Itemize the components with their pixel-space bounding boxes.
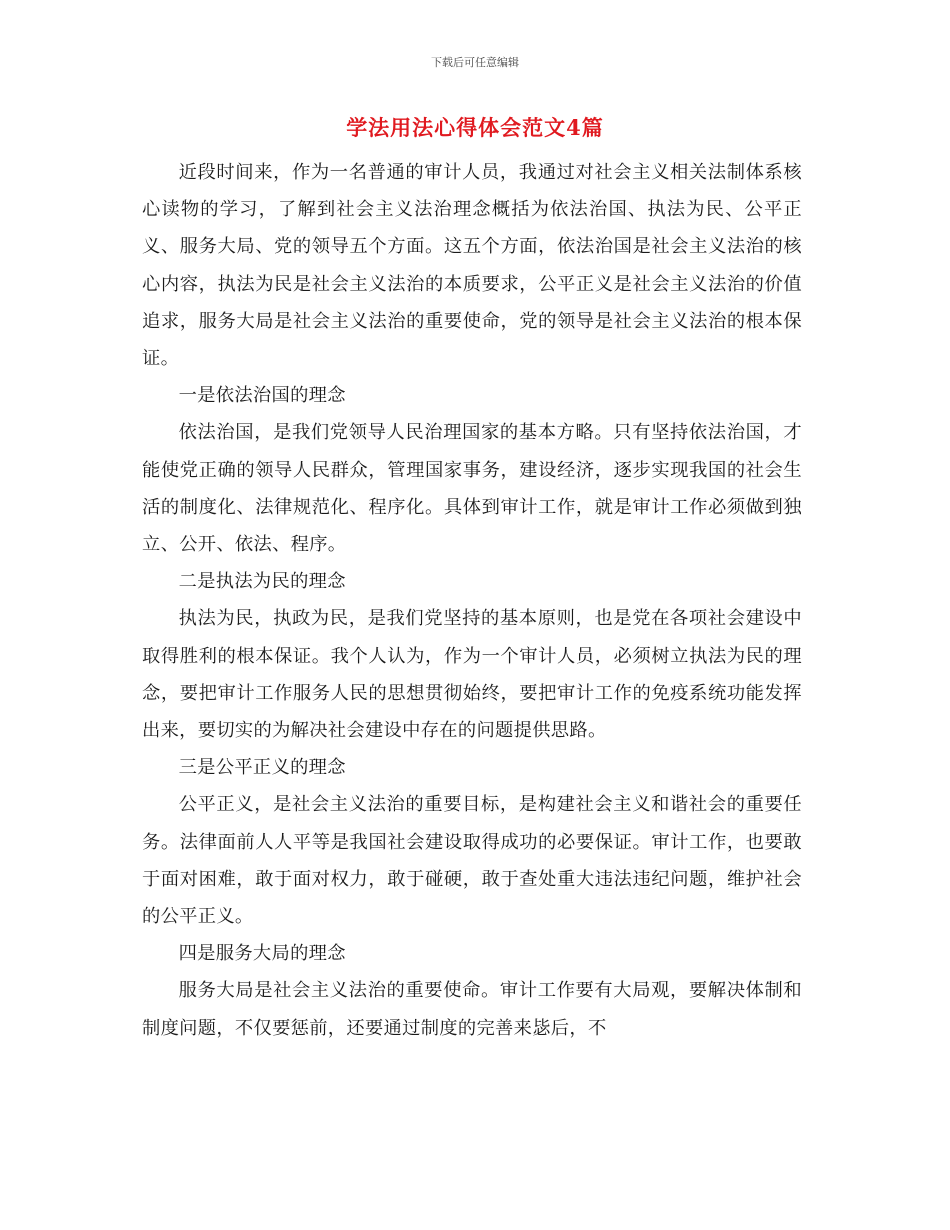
section-heading-2: 二是执法为民的理念 <box>178 571 346 593</box>
paragraph-2: 执法为民，执政为民，是我们党坚持的基本原则，也是党在各项社会建设中取得胜利的根本保证。我个人认为，作为一个审计人员，必须树立执法为民的理念，要把审计工作服务人民的思想贯彻始终，要把审计工作的免疫系统功能发挥出来，要切实的为解决社会建设中存在的问题提供思路。 <box>142 608 802 742</box>
paragraph-3: 公平正义，是社会主义法治的重要目标，是构建社会主义和谐社会的重要任务。法律面前人人平等是我国社会建设取得成功的必要保证。审计工作，也要敢于面对困难，敢于面对权力，敢于碰硬，敢于查处重大违法违纪问题，维护社会的公平正义。 <box>142 794 802 928</box>
paragraph-1: 依法治国，是我们党领导人民治理国家的基本方略。只有坚持依法治国，才能使党正确的领导人民群众，管理国家事务，建设经济，逐步实现我国的社会生活的制度化、法律规范化、程序化。具体到审计工作，就是审计工作必须做到独立、公开、依法、程序。 <box>142 422 802 556</box>
section-heading-4: 四是服务大局的理念 <box>178 943 346 965</box>
header-note: 下载后可任意编辑 <box>431 56 519 69</box>
document-body <box>142 154 802 1047</box>
section-heading-3: 三是公平正义的理念 <box>178 757 346 779</box>
paragraph-4: 服务大局是社会主义法治的重要使命。审计工作要有大局观，要解决体制和制度问题，不仅要惩前，还要通过制度的完善来毖后，不 <box>142 980 802 1039</box>
paragraph-intro: 近段时间来，作为一名普通的审计人员，我通过对社会主义相关法制体系核心读物的学习，了解到社会主义法治理念概括为依法治国、执法为民、公平正义、服务大局、党的领导五个方面。这五个方面，依法治国是社会主义法治的核心内容，执法为民是社会主义法治的本质要求，公平正义是社会主义法治的价值追求，服务大局是社会主义法治的重要使命，党的领导是社会主义法治的根本保证。 <box>142 162 802 370</box>
document-title: 学法用法心得体会范文4篇 <box>346 115 604 140</box>
section-heading-1: 一是依法治国的理念 <box>178 385 346 407</box>
